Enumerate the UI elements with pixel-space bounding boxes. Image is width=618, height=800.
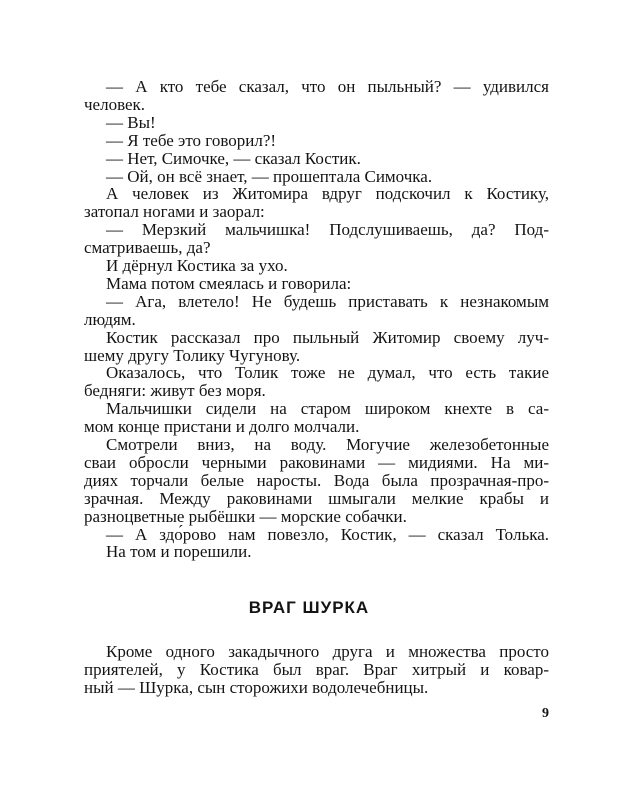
text-line: бедняги: живут без моря. <box>84 381 266 401</box>
text-line: мом конце пристани и долго молчали. <box>84 417 360 437</box>
text-line: — Мерзкий мальчишка! Подслушиваешь, да? Под- <box>106 220 549 240</box>
text-line: — Вы! <box>106 112 156 132</box>
text-line: Кроме одного закадычного друга и множества просто <box>106 642 549 661</box>
text-line: Мальчишки сидели на старом широком кнехте в са- <box>106 399 549 419</box>
text-line: Смотрели вниз, на воду. Могучие железобетонные <box>106 435 549 454</box>
text-line: На том и порешили. <box>106 542 252 562</box>
text-line: человек. <box>84 94 146 114</box>
text-line: Мама потом смеялась и говорила: <box>106 273 352 293</box>
text-line: — А здо́рово нам повезло, Костик, — сказал Толька. <box>106 524 549 544</box>
text-line: зрачная. Между раковинами шмыгали мелкие крабы и <box>84 488 549 508</box>
text-line: — А кто тебе сказал, что он пыльный? — удивился <box>106 77 549 96</box>
text-line: затопал ногами и заорал: <box>84 202 265 222</box>
text-line: — Нет, Симочке, — сказал Костик. <box>106 148 361 168</box>
text-line: диях торчали белые наросты. Вода была прозрачная-про- <box>84 470 549 490</box>
text-line: — Я тебе это говорил?! <box>106 130 277 150</box>
text-line: — Ага, влетело! Не будешь приставать к незнакомым <box>106 291 549 311</box>
text-line: сматриваешь, да? <box>84 238 211 258</box>
text-line: А человек из Житомира вдруг подскочил к Костику, <box>106 184 549 204</box>
text-line: ный — Шурка, сын сторожихи водолечебницы. <box>84 678 429 697</box>
text-line: Оказалось, что Толик тоже не думал, что есть такие <box>106 363 549 383</box>
text-line: шему другу Толику Чугунову. <box>84 345 301 365</box>
page-number: 9 <box>542 706 549 721</box>
text-line: И дёрнул Костика за ухо. <box>106 256 288 275</box>
text-line: — Ой, он всё знает, — прошептала Симочка. <box>106 166 433 186</box>
text-line: разноцветные рыбёшки — морские собачки. <box>84 506 407 526</box>
text-line: людям. <box>84 309 136 329</box>
text-line: сваи обросли черными раковинами — мидиями. На ми- <box>84 452 549 472</box>
chapter-heading: ВРАГ ШУРКА <box>248 598 370 617</box>
text-line: приятелей, у Костика был враг. Враг хитрый и ковар- <box>84 660 549 679</box>
text-line: Костик рассказал про пыльный Житомир своему луч- <box>106 327 549 347</box>
